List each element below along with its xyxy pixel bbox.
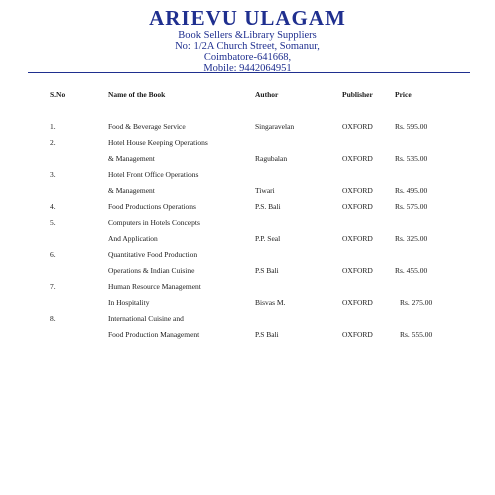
book-name: Operations & Indian Cuisine: [108, 266, 195, 275]
column-header-author: Author: [255, 90, 279, 99]
column-header-publisher: Publisher: [342, 90, 373, 99]
author-name: Tiwari: [255, 186, 275, 195]
serial-number: 7.: [50, 282, 56, 291]
letterhead: [0, 6, 495, 74]
address-line-2: No: 1/2A Church Street, Somanur,: [175, 41, 320, 52]
book-name: Food Productions Operations: [108, 202, 196, 211]
book-name: Food & Beverage Service: [108, 122, 186, 131]
publisher-name: OXFORD: [342, 202, 373, 211]
book-name: And Application: [108, 234, 158, 243]
price-value: Rs. 555.00: [400, 330, 433, 339]
column-header-price: Price: [395, 90, 412, 99]
book-name: International Cuisine and: [108, 314, 184, 323]
price-value: Rs. 495.00: [395, 186, 428, 195]
author-name: Bisvas M.: [255, 298, 286, 307]
price-value: Rs. 325.00: [395, 234, 428, 243]
header-divider: [28, 72, 470, 73]
price-value: Rs. 535.00: [395, 154, 428, 163]
serial-number: 5.: [50, 218, 56, 227]
book-name: Human Resource Management: [108, 282, 201, 291]
column-header-book-name: Name of the Book: [108, 90, 166, 99]
author-name: Ragubalan: [255, 154, 288, 163]
publisher-name: OXFORD: [342, 330, 373, 339]
publisher-name: OXFORD: [342, 186, 373, 195]
book-name: & Management: [108, 186, 155, 195]
book-name: Computers in Hotels Concepts: [108, 218, 200, 227]
publisher-name: OXFORD: [342, 234, 373, 243]
book-name: Food Production Management: [108, 330, 200, 339]
price-value: Rs. 275.00: [400, 298, 433, 307]
mobile-line: Mobile: 9442064951: [203, 63, 292, 74]
author-name: P.P. Seal: [255, 234, 281, 243]
book-name: In Hospitality: [108, 298, 150, 307]
serial-number: 6.: [50, 250, 56, 259]
address-line-3: Coimbatore-641668,: [203, 52, 292, 63]
column-header-sno: S.No: [50, 90, 66, 99]
serial-number: 1.: [50, 122, 56, 131]
price-value: Rs. 575.00: [395, 202, 428, 211]
serial-number: 2.: [50, 138, 56, 147]
serial-number: 3.: [50, 170, 56, 179]
book-name: & Management: [108, 154, 155, 163]
company-name: ARIEVU ULAGAM: [149, 6, 346, 30]
book-name: Hotel House Keeping Operations: [108, 138, 208, 147]
author-name: P.S Bali: [255, 330, 279, 339]
publisher-name: OXFORD: [342, 266, 373, 275]
publisher-name: OXFORD: [342, 122, 373, 131]
author-name: P.S Bali: [255, 266, 279, 275]
address-line-1: Book Sellers &Library Suppliers: [178, 30, 317, 41]
publisher-name: OXFORD: [342, 154, 373, 163]
author-name: Singaravelan: [255, 122, 295, 131]
publisher-name: OXFORD: [342, 298, 373, 307]
price-value: Rs. 455.00: [395, 266, 428, 275]
author-name: P.S. Bali: [255, 202, 281, 211]
price-value: Rs. 595.00: [395, 122, 428, 131]
serial-number: 4.: [50, 202, 56, 211]
serial-number: 8.: [50, 314, 56, 323]
book-name: Quantitative Food Production: [108, 250, 198, 259]
book-name: Hotel Front Office Operations: [108, 170, 199, 179]
